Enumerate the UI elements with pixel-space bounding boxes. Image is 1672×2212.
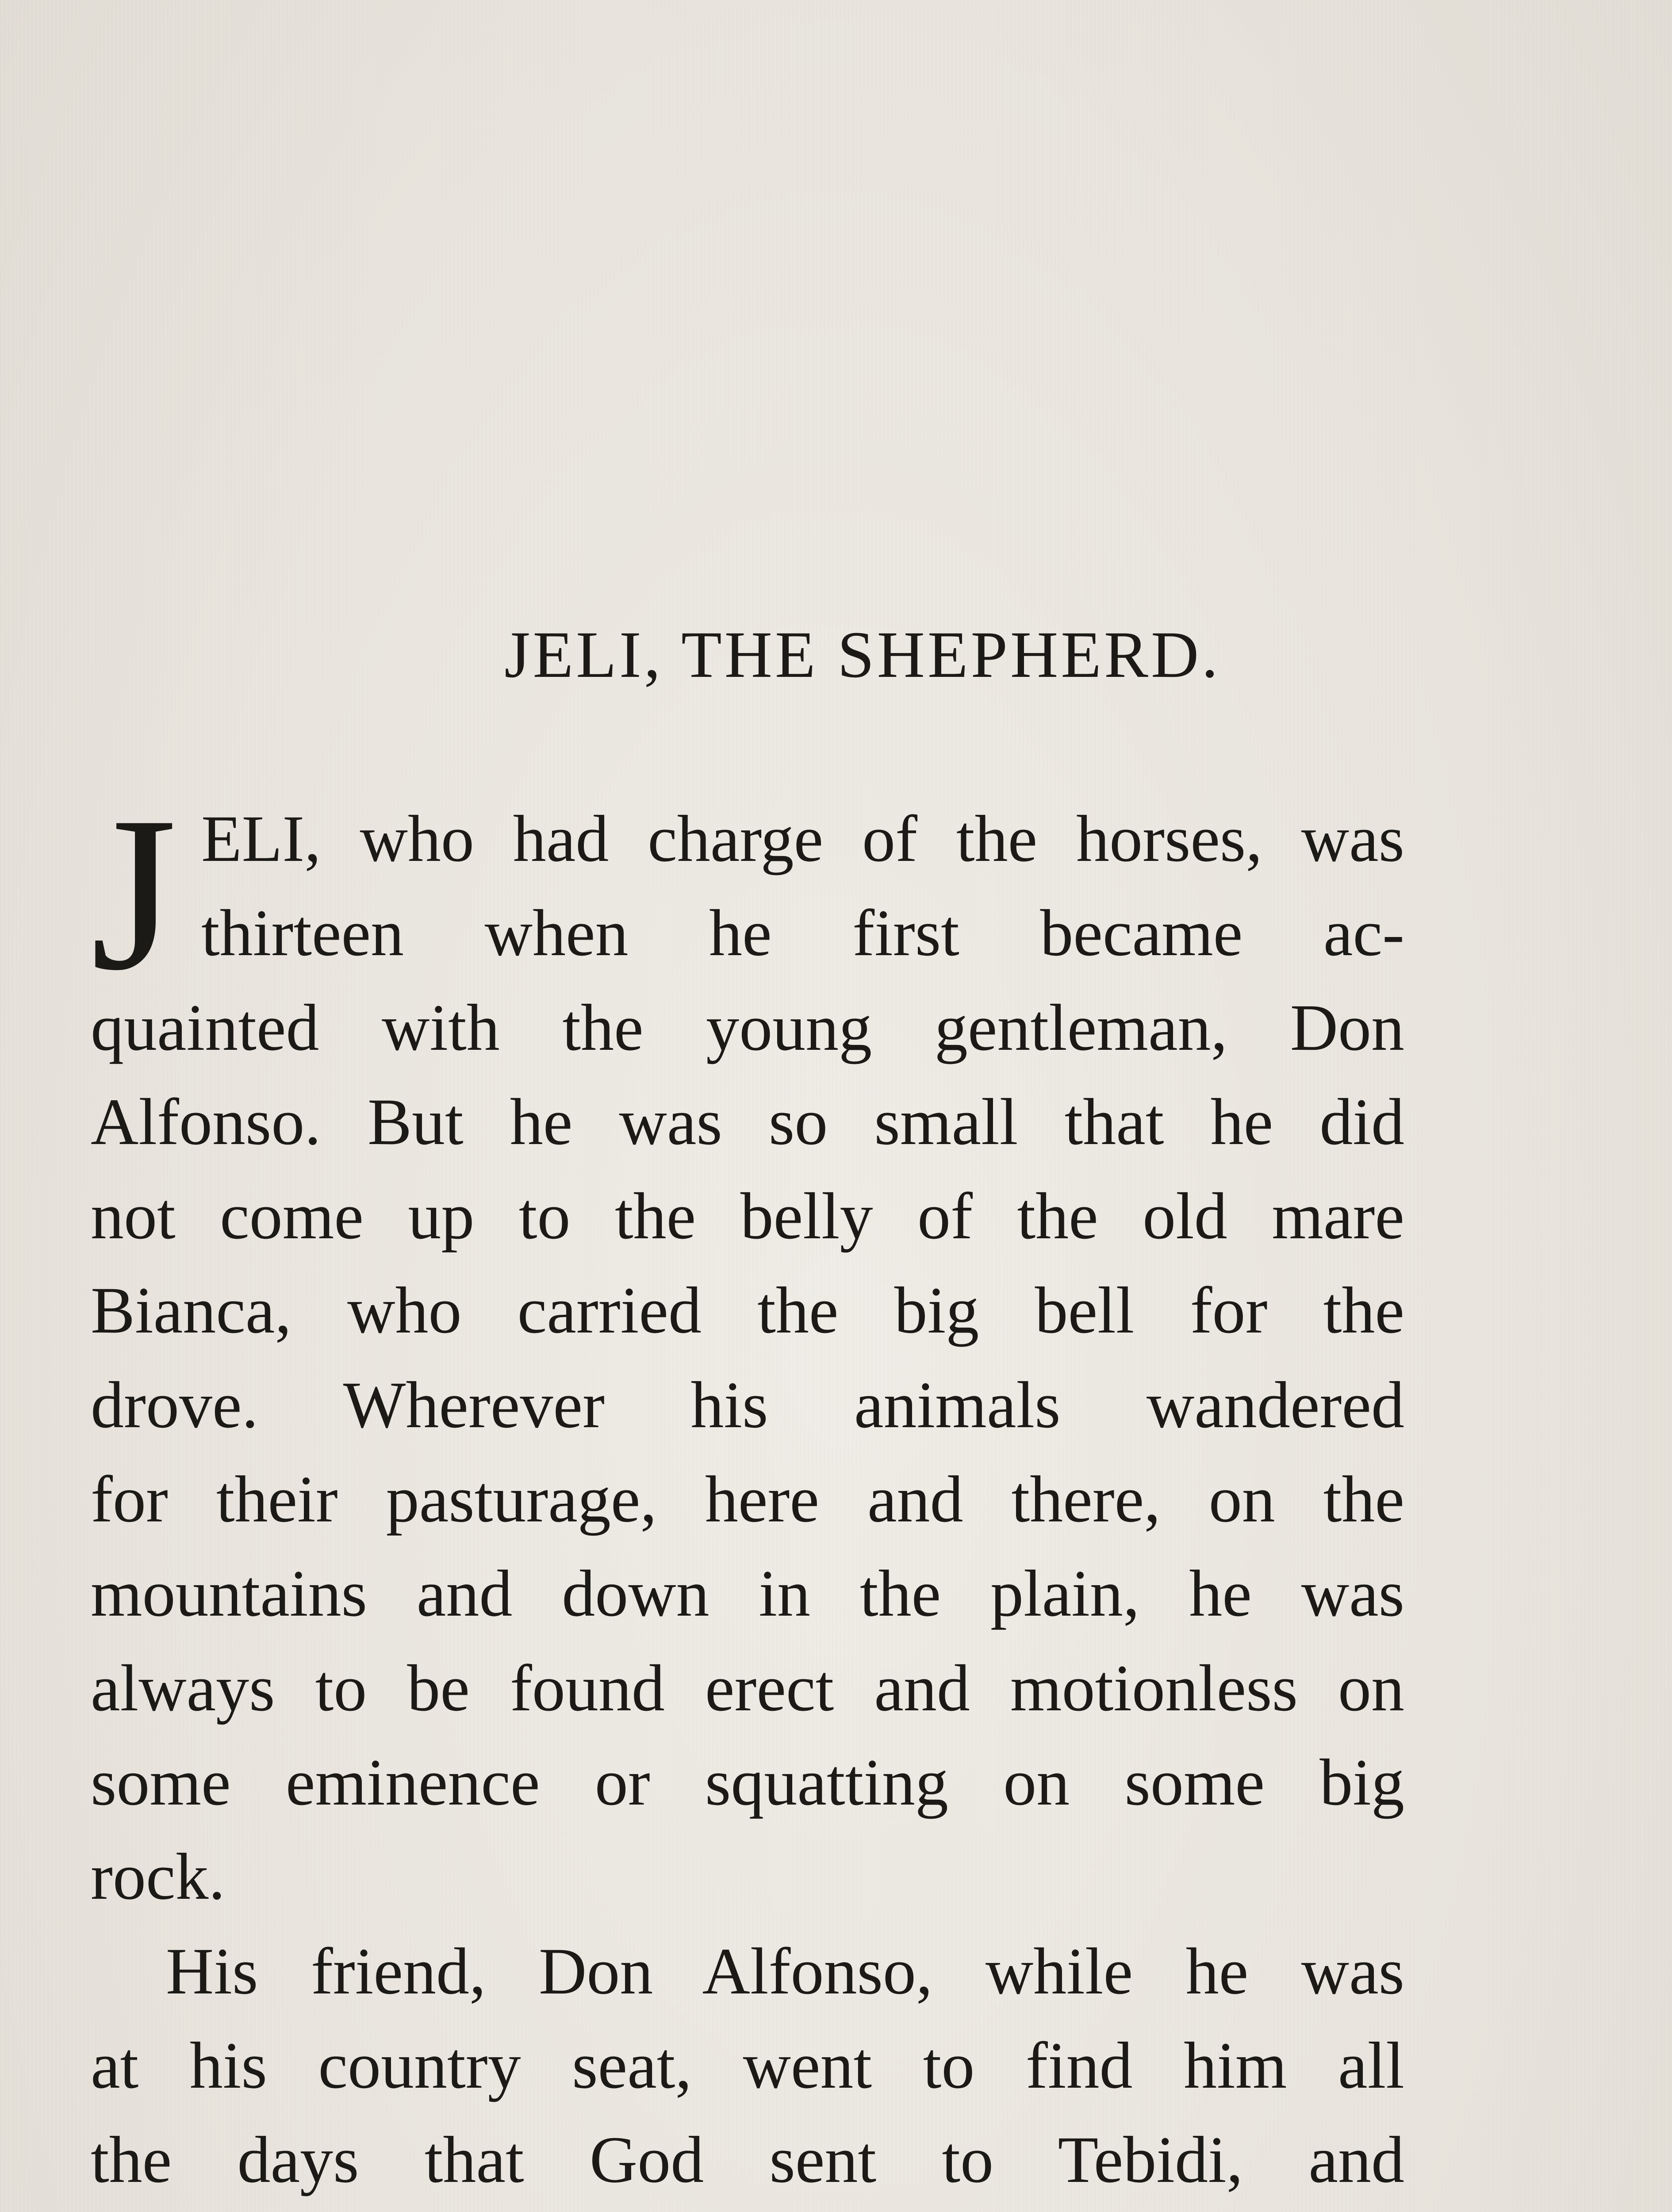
- body-text: [91, 771, 1404, 2212]
- text-line: drove. Wherever his animals wandered: [91, 1368, 1404, 1442]
- chapter-title: JELI, THE SHEPHERD.: [504, 618, 1221, 691]
- text-line: at his country seat, went to find him all: [91, 2028, 1404, 2102]
- text-line: mountains and down in the plain, he was: [91, 1557, 1404, 1631]
- drop-cap: J: [91, 771, 177, 1016]
- text-line: Alfonso. But he was so small that he did: [91, 1085, 1404, 1159]
- text-line: ELI, who had charge of the horses, was: [201, 802, 1404, 876]
- text-line: Bianca, who carried the big bell for the: [91, 1274, 1404, 1348]
- text-line: for their pasturage, here and there, on the: [91, 1463, 1404, 1536]
- paragraph: [91, 771, 1404, 1924]
- text-line: [91, 2207, 1404, 2212]
- text-line: some eminence or squatting on some big: [91, 1745, 1404, 1819]
- text-line: the days that God sent to Tebidi, and: [91, 2123, 1404, 2197]
- text-line: not come up to the belly of the old mare: [91, 1179, 1404, 1253]
- paragraph: [91, 1924, 1404, 2212]
- text-line: thirteen when he first became ac-: [201, 896, 1404, 970]
- text-line: His friend, Don Alfonso, while he was: [166, 1934, 1404, 2008]
- text-line: always to be found erect and motionless on: [91, 1651, 1404, 1725]
- text-line: rock.: [91, 1840, 226, 1914]
- text-line: quainted with the young gentleman, Don: [91, 991, 1404, 1064]
